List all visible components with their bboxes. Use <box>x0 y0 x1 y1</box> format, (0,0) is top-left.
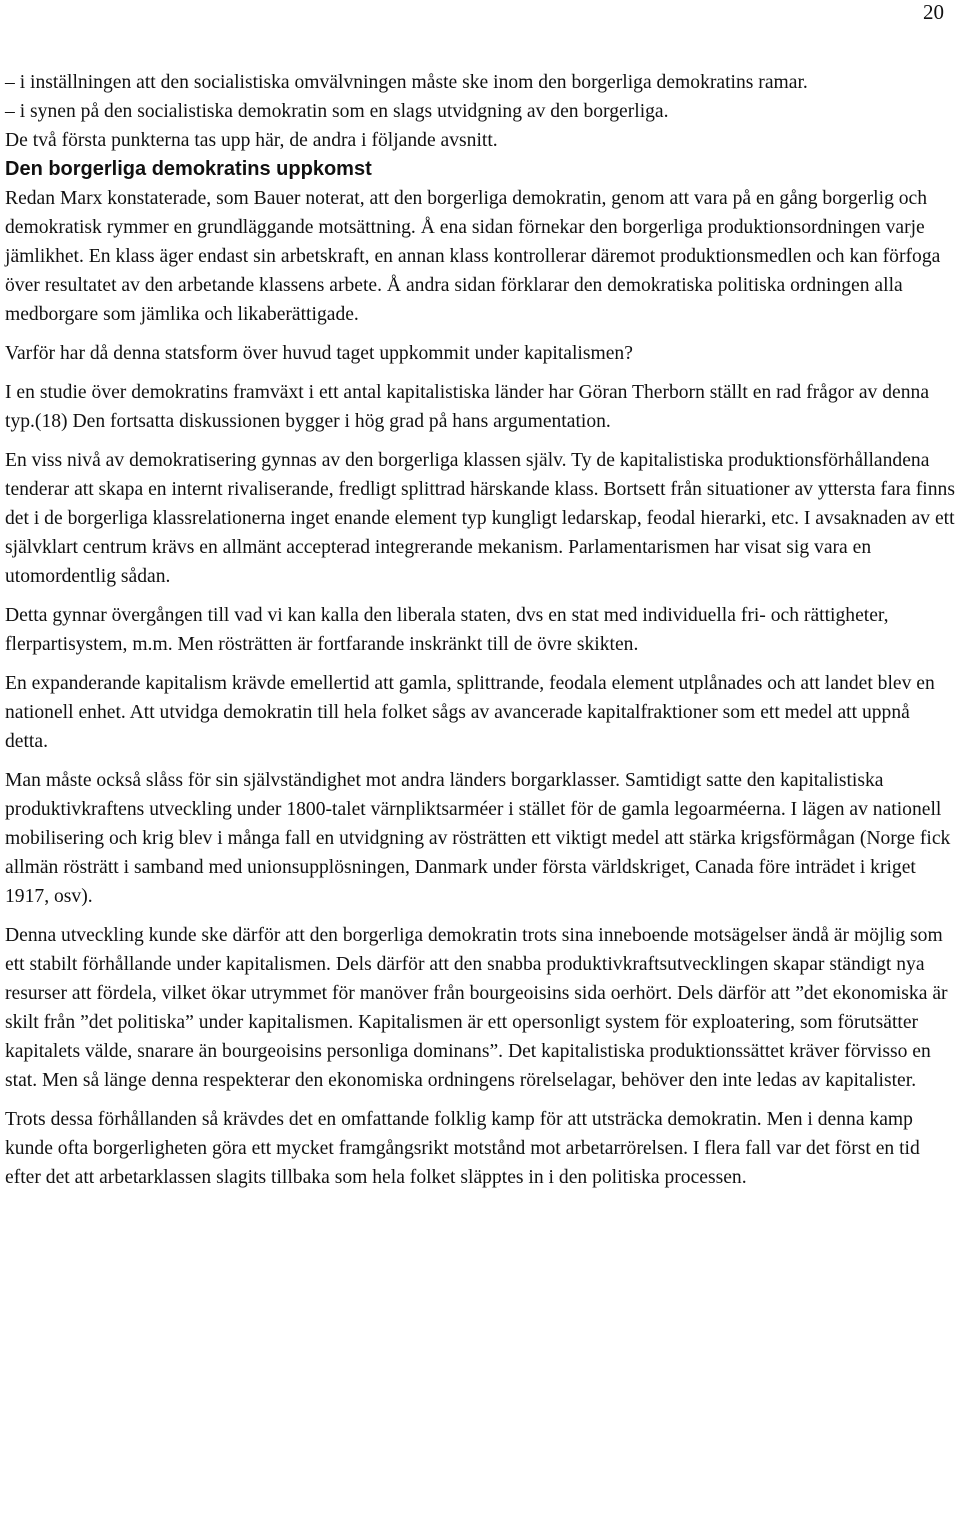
paragraph-question: Varför har då denna statsform över huvud taget uppkommit under kapitalismen? <box>5 343 633 364</box>
paragraph-marx-contradiction: Redan Marx konstaterade, som Bauer noterat, att den borgerliga demokratin, genom att vara på en gång borgerlig och demokratisk rymmer en grundläggande motsättning. Å ena sidan förnekar den borgerliga produktionsordningen varje jämlikhet. En klass äger endast sin arbetskraft, en annan klass kontrollerar däremot produktionsmedlen och kan förfoga över resultatet av den arbetande klassens arbete. Å andra sidan förklarar den demokratiska politiska ordningen alla medborgare som jämlika och likaberättigade. <box>5 188 941 325</box>
intro-bullet-1: – i inställningen att den socialistiska omvälvningen måste ske inom den borgerliga demokratins ramar. <box>5 72 808 93</box>
intro-summary: De två första punkterna tas upp här, de andra i följande avsnitt. <box>5 130 498 151</box>
intro-bullet-2: – i synen på den socialistiska demokratin som en slags utvidgning av den borgerliga. <box>5 101 669 122</box>
paragraph-expanding-capitalism: En expanderande kapitalism krävde emellertid att gamla, splittrande, feodala element utplånades och att landet blev en nationell enhet. Att utvidga demokratin till hela folket sågs av avancerade kapitalfraktioner som ett medel att uppnå detta. <box>5 673 935 752</box>
document-body <box>5 68 957 1202</box>
paragraph-independence: Man måste också slåss för sin självständighet mot andra länders borgarklasser. Samtidigt satte den kapitalistiska produktivkraftens utveckling under 1800-talet värnpliktsarméer i stället för de gamla legoarméerna. I lägen av nationell mobilisering och krig blev i många fall en utvidgning av rösträtten ett viktigt medel att stärka krigsförmågan (Norge fick allmän rösträtt i samband med unionsupplösningen, Danmark under första världskriget, Canada före inträdet i kriget 1917, osv). <box>5 770 951 907</box>
paragraph-democratisation: En viss nivå av demokratisering gynnas av den borgerliga klassen själv. Ty de kapitalistiska produktionsförhållandena tenderar att skapa en internt rivaliserande, fredligt splittrad härskande klass. Bortsett från situationer av yttersta fara finns det i de borgerliga klassrelationerna inget enande element typ kungligt ledarskap, feodal hierarki, etc. I avsaknaden av ett självklart centrum krävs en allmänt accepterad integrerande mekanism. Parlamentarismen har visat sig vara en utomordentlig sådan. <box>5 450 955 587</box>
paragraph-stability: Denna utveckling kunde ske därför att den borgerliga demokratin trots sina inneboende motsägelser ändå är möjlig som ett stabilt förhållande under kapitalismen. Dels därför att den snabba produktivkraftsutvecklingen skapar ständigt nya resurser att fördela, vilket ökar utrymmet för manöver från bourgeoisins sida oerhört. Dels därför att ”det ekonomiska är skilt från ”det politiska” under kapitalismen. Kapitalismen är ett opersonligt system för exploatering, som förutsätter kapitalets välde, snarare än bourgeoisins personliga dominans”. Det kapitalistiska produktionssättet kräver förvisso en stat. Men så länge denna respekterar den ekonomiska ordningens rörelselagar, behöver den inte ledas av kapitalister. <box>5 925 948 1091</box>
page-number: 20 <box>923 0 944 24</box>
paragraph-liberal-state: Detta gynnar övergången till vad vi kan kalla den liberala staten, dvs en stat med individuella fri- och rättigheter, flerpartisystem, m.m. Men rösträtten är fortfarande inskränkt till de övre skikten. <box>5 605 889 655</box>
paragraph-therborn: I en studie över demokratins framväxt i ett antal kapitalistiska länder har Göran Therborn ställt en rad frågor av denna typ.(18) Den fortsatta diskussionen bygger i hög grad på hans argumentation. <box>5 382 930 432</box>
section-heading: Den borgerliga demokratins uppkomst <box>5 158 372 180</box>
paragraph-popular-struggle: Trots dessa förhållanden så krävdes det en omfattande folklig kamp för att utsträcka demokratin. Men i denna kamp kunde ofta borgerligheten göra ett mycket framgångsrikt motstånd mot arbetarrörelsen. I flera fall var det först en tid efter det att arbetarklassen slagits tillbaka som hela folket släpptes in i den politiska processen. <box>5 1109 920 1188</box>
